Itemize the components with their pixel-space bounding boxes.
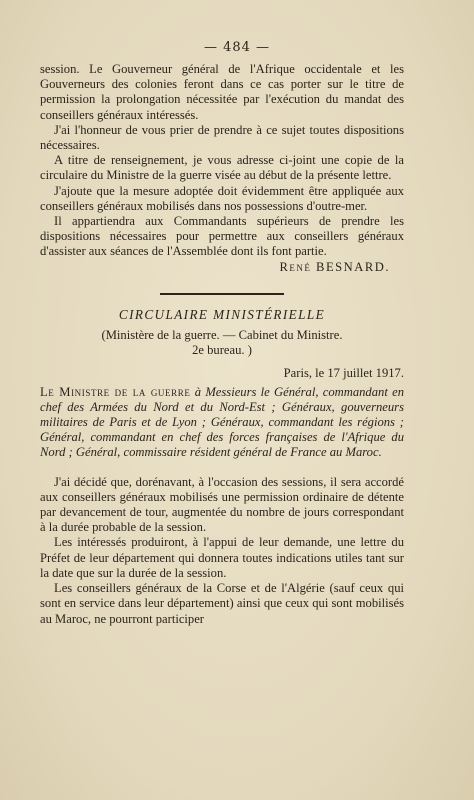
circular-subtitle-line1: (Ministère de la guerre. — Cabinet du Ministre.	[101, 328, 343, 343]
addressee-lead: Le Ministre de la guerre	[40, 384, 191, 399]
section-divider	[160, 293, 284, 295]
signature: René BESNARD.	[279, 259, 390, 274]
paragraph-continuation: session. Le Gouverneur général de l'Afrique occidentale et les Gouverneurs des colonies feront dans ce cas porter sur le titre de permission la prolongation nécessitée par l'exécution du mandat des conseillers généraux intéressés.	[40, 62, 404, 122]
paragraph-commanders: Il appartiendra aux Commandants supérieurs de prendre les dispositions nécessaires pour permettre aux conseillers généraux d'assister aux séances de l'Assemblée dont ils font partie.	[40, 214, 404, 259]
circular-paragraph-prefect-letter: Les intéressés produiront, à l'appui de leur demande, une lettre du Préfet de leur département qui donnera toutes indications utiles tant sur la date que sur la durée de la session.	[40, 535, 404, 580]
page-body	[40, 62, 404, 627]
circular-addressee	[40, 385, 404, 461]
circular-date: Paris, le 17 juillet 1917.	[283, 366, 404, 381]
circular-title: CIRCULAIRE MINISTÉRIELLE	[118, 306, 326, 322]
spacer	[40, 461, 404, 475]
addressee-body: à Messieurs le Général, commandant en chef des Armées du Nord et du Nord-Est ; Généraux, gouverneurs militaires de Paris et de Lyon ; Généraux, commandant les régions ; Général, commandant en chef des forces françaises de l'Afrique du Nord ; Général, commissaire résident général de France au Maroc.	[40, 384, 404, 460]
circular-subtitle-line2: 2e bureau. )	[192, 343, 252, 358]
circular-paragraph-corsica-algeria: Les conseillers généraux de la Corse et de l'Algérie (sauf ceux qui sont en service dans leur département) ainsi que ceux qui sont mobilisés au Maroc, ne pourront participer	[40, 581, 404, 626]
circular-paragraph-decision: J'ai décidé que, dorénavant, à l'occasion des sessions, il sera accordé aux conseillers généraux mobilisés une permission ordinaire de détente par devancement de tour, augmentée du nombre de jours correspondant à la durée probable de la session.	[40, 474, 404, 535]
paragraph-attachment: A titre de renseignement, je vous adresse ci-joint une copie de la circulaire du Ministre de la guerre visée au début de la présente lettre.	[40, 153, 404, 183]
paragraph-overseas: J'ajoute que la mesure adoptée doit évidemment être appliquée aux conseillers généraux mobilisés dans nos possessions d'outre-mer.	[40, 183, 404, 213]
paragraph-request: J'ai l'honneur de vous prier de prendre à ce sujet toutes dispositions nécessaires.	[40, 122, 404, 153]
page-number: — 484 —	[203, 40, 271, 55]
